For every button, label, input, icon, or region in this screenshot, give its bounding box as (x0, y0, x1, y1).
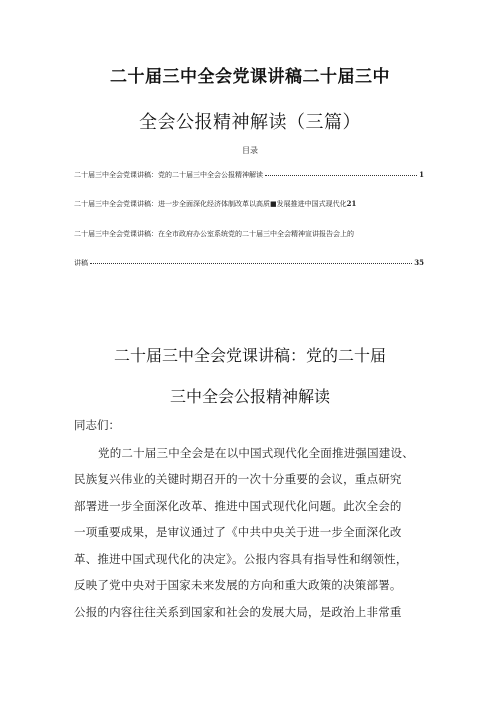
toc-entry-page: 1 (419, 170, 424, 179)
toc-entry[interactable] (74, 229, 424, 239)
toc-entry-text: 二十届三中全会党课讲稿：党的二十届三中全会公报精神解读 (74, 171, 263, 179)
toc-entry-page: 35 (414, 258, 424, 267)
body-text-line: 一项重要成果，是审议通过了《中共中央关于进一步全面深化改 (74, 525, 402, 539)
document-title-line-2: 全会公报精神解读（三篇） (139, 112, 361, 133)
toc-entry-continuation[interactable] (74, 258, 424, 268)
salutation: 同志们： (74, 418, 120, 432)
toc-entry-text: 二十届三中全会党课讲稿：在全市政府办公室系统党的二十届三中全会精神宣讲报告会上的 (74, 230, 354, 238)
toc-entry-page: 21 (346, 199, 357, 208)
body-text-line: 革、推进中国式现代化的决定》。公报内容具有指导性和纲领性， (74, 552, 408, 566)
body-text-line: 部署进一步全面深化改革、推进中国式现代化问题。此次全会的 (74, 499, 402, 513)
toc-entry[interactable] (74, 170, 424, 180)
toc-entry-text: 二十届三中全会党课讲稿：进一步全面深化经济体制改革以高质■发展推进中国式现代化 (74, 200, 347, 208)
body-text-line: 党的二十届三中全会是在以中国式现代化全面推进强国建设、 (98, 446, 414, 460)
toc-heading: 目录 (242, 146, 258, 155)
body-text-line: 民族复兴伟业的关键时期召开的一次十分重要的会议，重点研究 (74, 472, 402, 486)
body-text-line: 公报的内容往往关系到国家和社会的发展大局，是政治上非常重 (74, 605, 402, 619)
toc-entry-text: 讲稿 (74, 259, 88, 267)
body-text-line: 反映了党中央对于国家未来发展的方向和重大政策的决策部署。 (74, 578, 402, 592)
toc-dot-leader (90, 263, 412, 264)
document-title-line-1: 二十届三中全会党课讲稿二十届三中 (110, 67, 390, 87)
section-title-line-1: 二十届三中全会党课讲稿：党的二十届 (113, 346, 386, 365)
section-title-line-2: 三中全会公报精神解读 (169, 387, 330, 406)
toc-dot-leader (265, 175, 417, 176)
toc-entry[interactable] (74, 199, 424, 209)
